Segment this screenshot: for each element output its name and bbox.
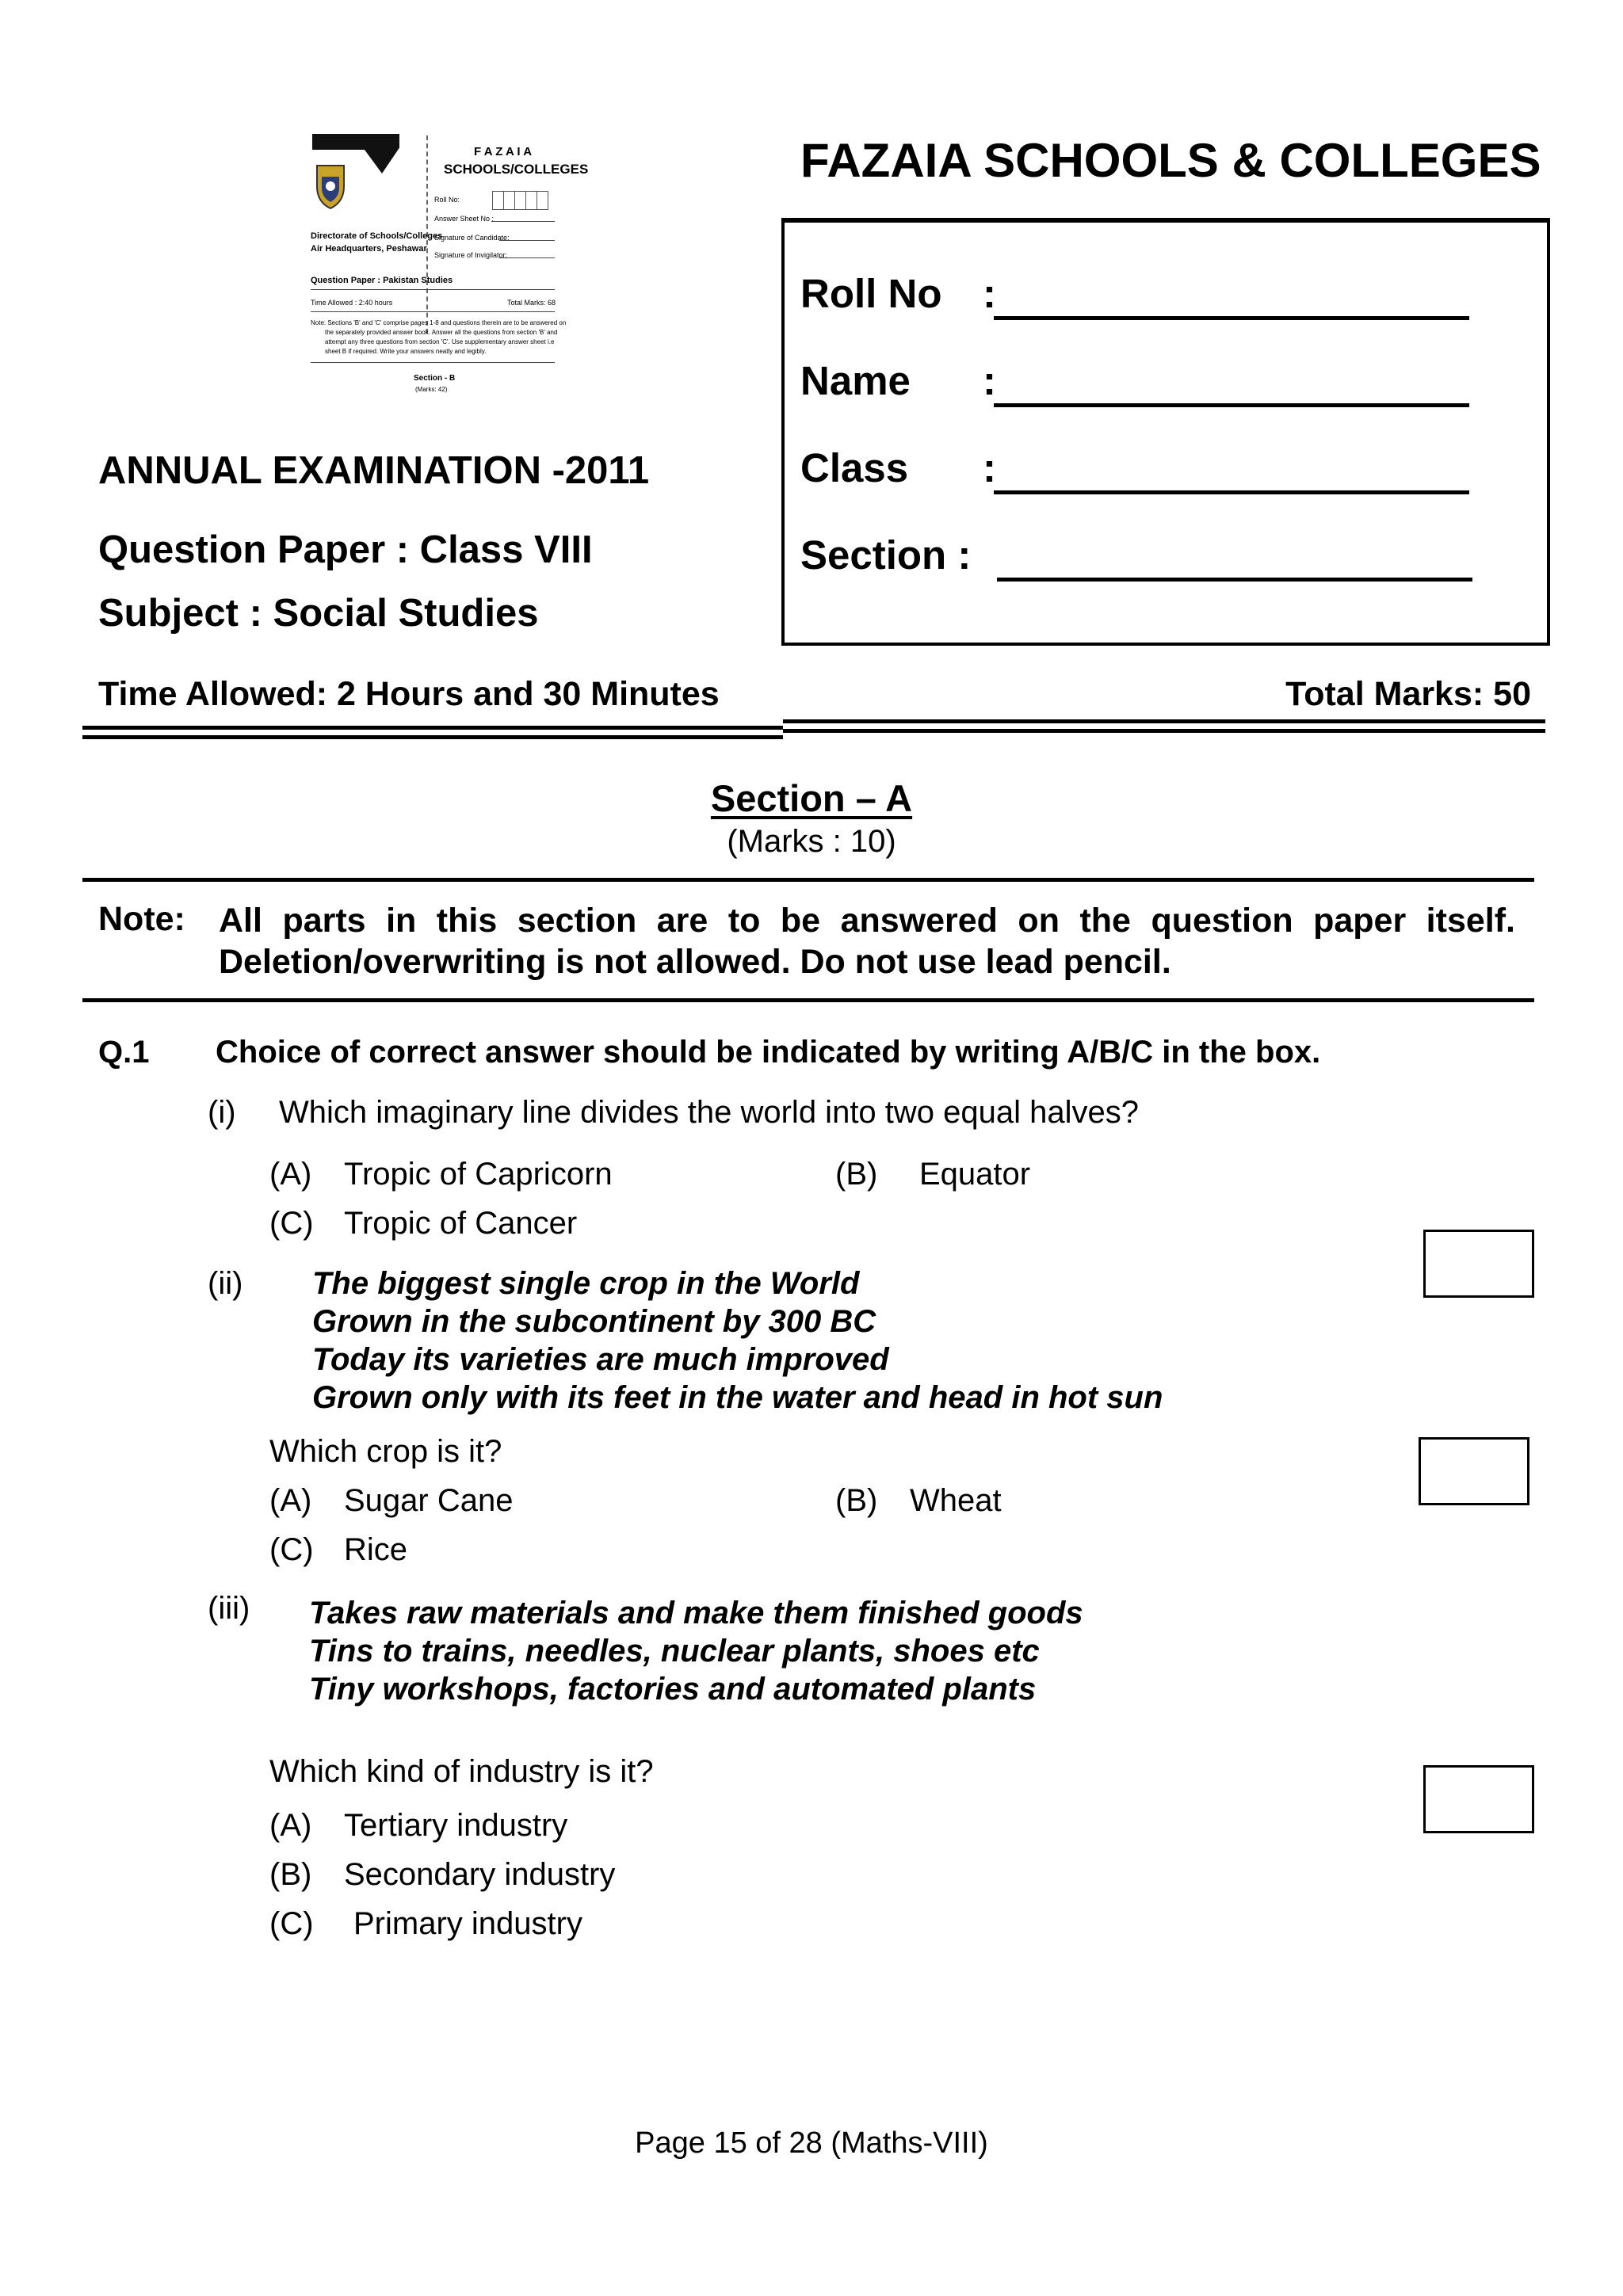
thumb-note-4: sheet B if required. Write your answers neatly and legibly. <box>325 348 487 355</box>
part-iii-option-c: Primary industry <box>353 1906 582 1941</box>
part-ii-label: (ii) <box>208 1266 243 1301</box>
thumb-roll-cells <box>493 191 548 210</box>
section-a-marks: (Marks : 10) <box>727 824 896 859</box>
part-iii-option-c-key: (C) <box>269 1906 314 1941</box>
page-footer: Page 15 of 28 (Maths-VIII) <box>635 2126 988 2160</box>
candidate-details-box <box>781 218 1550 646</box>
thumb-note-2: the separately provided answer book. Answer all the questions from section 'B' and <box>325 329 558 336</box>
cover-thumbnail <box>309 131 589 416</box>
q1-instruction: Choice of correct answer should be indicated by writing A/B/C in the box. <box>216 1035 1321 1070</box>
part-i-option-c-key: (C) <box>269 1206 314 1241</box>
note-label: Note: <box>98 900 185 938</box>
part-ii-clue-3: Today its varieties are much improved <box>312 1342 889 1377</box>
part-ii-answer-box[interactable] <box>1419 1437 1529 1505</box>
thumb-sig-invigilator: Signature of Invigilator: <box>434 251 508 259</box>
note-rule-top <box>82 878 1534 882</box>
part-iii-option-b: Secondary industry <box>344 1857 616 1892</box>
thumb-section-marks: (Marks: 42) <box>415 386 448 393</box>
class-field[interactable] <box>994 490 1469 494</box>
q1-number: Q.1 <box>98 1035 150 1070</box>
exam-title: ANNUAL EXAMINATION -2011 <box>98 449 650 492</box>
roll-no-row: Roll No : <box>800 271 996 316</box>
part-ii-clue-1: The biggest single crop in the World <box>312 1266 860 1301</box>
thumb-directorate-2: Air Headquarters, Peshawar <box>311 244 427 254</box>
part-ii-clue-4: Grown only with its feet in the water and head in hot sun <box>312 1380 1163 1415</box>
part-iii-clue-2: Tins to trains, needles, nuclear plants, shoes etc <box>309 1634 1040 1669</box>
header-rule-left-1 <box>82 726 783 730</box>
section-label: Section : <box>800 532 972 578</box>
total-marks: Total Marks: 50 <box>1285 675 1531 713</box>
name-label: Name <box>800 358 911 403</box>
part-i-question: Which imaginary line divides the world into two equal halves? <box>279 1095 1139 1130</box>
time-allowed: Time Allowed: 2 Hours and 30 Minutes <box>98 675 720 713</box>
part-ii-option-b: Wheat <box>910 1483 1002 1518</box>
roll-no-field[interactable] <box>994 316 1469 320</box>
thumb-note-1: Note: Sections 'B' and 'C' comprise pages 1-8 and questions therein are to be answered on <box>311 319 567 326</box>
part-iii-label: (iii) <box>208 1591 250 1626</box>
thumb-question-paper: Question Paper : Pakistan Studies <box>311 276 453 285</box>
class-label: Class <box>800 445 909 490</box>
part-i-option-b: Equator <box>919 1157 1031 1192</box>
thumb-org-top: F A Z A I A <box>474 145 533 158</box>
note-text: All parts in this section are to be answered on the question paper itself. Deletion/overwriting is not allowed. Do not use lead pencil. <box>219 902 1515 981</box>
thumb-section: Section - B <box>414 374 456 383</box>
thumb-roll-no: Roll No: <box>434 196 460 204</box>
part-iii-option-a: Tertiary industry <box>344 1808 568 1843</box>
part-i-label: (i) <box>208 1095 236 1130</box>
question-paper-class: Question Paper : Class VIII <box>98 528 593 571</box>
thumb-directorate-1: Directorate of Schools/Colleges <box>311 231 443 241</box>
class-row: Class : <box>800 445 996 490</box>
school-title: FAZAIA SCHOOLS & COLLEGES <box>800 134 1541 187</box>
name-row: Name : <box>800 358 996 403</box>
part-iii-answer-box[interactable] <box>1423 1765 1534 1833</box>
part-i-option-c: Tropic of Cancer <box>344 1206 578 1241</box>
part-ii-clue-2: Grown in the subcontinent by 300 BC <box>312 1304 876 1339</box>
thumb-time-allowed: Time Allowed : 2:40 hours <box>311 299 393 307</box>
thumb-sig-candidate: Signature of Candidate: <box>434 234 510 242</box>
part-iii-clue-1: Takes raw materials and make them finished goods <box>309 1596 1083 1630</box>
section-field[interactable] <box>997 578 1472 582</box>
part-ii-option-a: Sugar Cane <box>344 1483 514 1518</box>
part-ii-question: Which crop is it? <box>269 1434 502 1469</box>
part-i-option-b-key: (B) <box>835 1157 878 1192</box>
part-i-option-a: Tropic of Capricorn <box>344 1157 613 1192</box>
part-iii-option-b-key: (B) <box>269 1857 312 1892</box>
thumb-org-name: SCHOOLS/COLLEGES <box>444 162 589 177</box>
thumb-note-3: attempt any three questions from section 'C'. Use supplementary answer sheet i.e <box>325 338 555 345</box>
part-iii-clue-3: Tiny workshops, factories and automated plants <box>309 1672 1037 1707</box>
header-rule-right-2 <box>783 729 1545 733</box>
note-rule-bottom <box>82 998 1534 1002</box>
header-rule-left-2 <box>82 735 783 739</box>
name-field[interactable] <box>994 403 1469 407</box>
thumb-total-marks: Total Marks: 68 <box>507 299 556 307</box>
part-ii-option-c-key: (C) <box>269 1532 314 1567</box>
thumb-answer-sheet: Answer Sheet No : <box>434 215 495 223</box>
section-a-title: Section – A <box>710 777 913 819</box>
crest-icon <box>312 162 349 212</box>
part-iii-question: Which kind of industry is it? <box>269 1754 654 1789</box>
part-iii-option-a-key: (A) <box>269 1808 312 1843</box>
roll-no-label: Roll No <box>800 271 942 316</box>
part-ii-option-b-key: (B) <box>835 1483 878 1518</box>
header-rule-right-1 <box>783 719 1545 723</box>
section-row <box>800 532 971 578</box>
part-i-option-a-key: (A) <box>269 1157 312 1192</box>
part-ii-option-c: Rice <box>344 1532 408 1567</box>
subject: Subject : Social Studies <box>98 592 539 635</box>
part-i-answer-box[interactable] <box>1423 1230 1534 1298</box>
part-ii-option-a-key: (A) <box>269 1483 312 1518</box>
